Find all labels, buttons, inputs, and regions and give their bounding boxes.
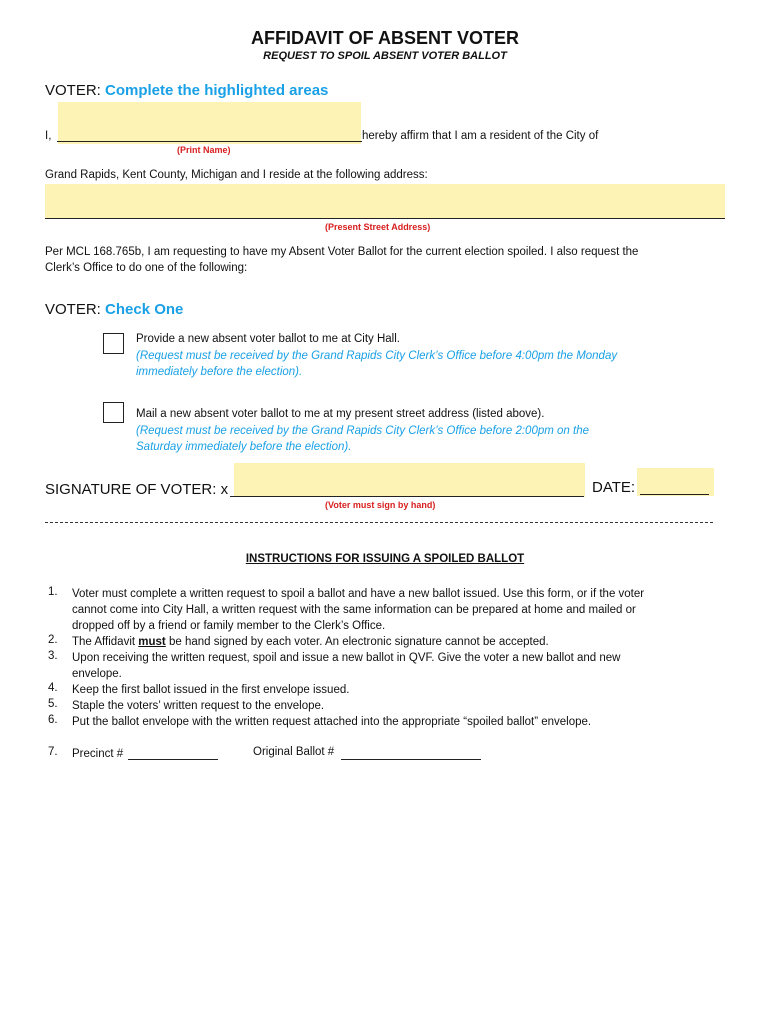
form-subtitle: REQUEST TO SPOIL ABSENT VOTER BALLOT [263, 50, 507, 62]
section-divider [45, 522, 713, 523]
section-voter-check-heading [45, 301, 183, 318]
instruction-2-post: be hand signed by each voter. An electronic signature cannot be accepted. [165, 636, 549, 648]
instructions-title: INSTRUCTIONS FOR ISSUING A SPOILED BALLOT [245, 553, 525, 565]
instruction-number: 4. [48, 682, 58, 694]
option-city-hall-note-line2: immediately before the election). [136, 366, 303, 378]
print-name-label: (Print Name) [177, 145, 231, 155]
signature-note: (Voter must sign by hand) [325, 500, 436, 510]
option-city-hall-note-line1: (Request must be received by the Grand Rapids City Clerk’s Office before 4:00pm the Monday [136, 350, 618, 362]
street-address-label: (Present Street Address) [325, 222, 431, 232]
instruction-3-line1: Upon receiving the written request, spoil and issue a new ballot in QVF. Give the voter a new ballot and new [72, 652, 621, 664]
print-name-underline [57, 129, 362, 142]
instruction-1-line1: Voter must complete a written request to spoil a ballot and have a new ballot issued. Use this form, or if the voter [72, 588, 645, 600]
signature-label: SIGNATURE OF VOTER: x [45, 481, 229, 498]
line1-end: hereby affirm that I am a resident of the City of [362, 130, 599, 142]
form-title: AFFIDAVIT OF ABSENT VOTER [251, 28, 519, 48]
instruction-2-emphasis: must [138, 636, 166, 648]
original-ballot-field[interactable] [341, 747, 481, 760]
instruction-number: 6. [48, 714, 58, 726]
precinct-label: Precinct # [72, 748, 124, 760]
instruction-number: 1. [48, 586, 58, 598]
option-city-hall-text: Provide a new absent voter ballot to me at City Hall. [136, 333, 400, 345]
section-instruction: Complete the highlighted areas [105, 82, 329, 99]
instruction-2 [72, 634, 549, 650]
request-paragraph-line1: Per MCL 168.765b, I am requesting to have my Absent Voter Ballot for the current election spoiled. I also request the [45, 246, 639, 258]
date-label: DATE: [592, 479, 636, 496]
instruction-6: Put the ballot envelope with the written request attached into the appropriate “spoiled ballot” envelope. [72, 716, 592, 728]
residence-line: Grand Rapids, Kent County, Michigan and I reside at the following address: [45, 169, 428, 181]
option-city-hall-checkbox[interactable] [103, 333, 124, 354]
original-ballot-label: Original Ballot # [253, 746, 335, 758]
option-mail-text: Mail a new absent voter ballot to me at my present street address (listed above). [136, 408, 545, 420]
street-address-underline [45, 206, 725, 219]
section-instruction: Check One [105, 301, 184, 318]
instruction-3-line2: envelope. [72, 668, 122, 680]
precinct-field[interactable] [128, 747, 218, 760]
section-prefix: VOTER: [45, 82, 101, 99]
instruction-number: 5. [48, 698, 58, 710]
line1-start: I, [45, 130, 52, 142]
request-paragraph-line2: Clerk’s Office to do one of the following: [45, 262, 248, 274]
option-mail-note-line1: (Request must be received by the Grand Rapids City Clerk’s Office before 2:00pm on the [136, 425, 589, 437]
signature-underline [230, 484, 584, 497]
instruction-4: Keep the first ballot issued in the first envelope issued. [72, 684, 350, 696]
date-underline [640, 482, 709, 495]
instruction-number: 7. [48, 746, 58, 758]
option-mail-checkbox[interactable] [103, 402, 124, 423]
instruction-1-line2: cannot come into City Hall, a written request with the same information can be prepared at home and mailed or [72, 604, 636, 616]
section-prefix: VOTER: [45, 301, 101, 318]
instruction-number: 2. [48, 634, 58, 646]
instruction-2-pre: The Affidavit [72, 636, 139, 648]
option-mail-note-line2: Saturday immediately before the election). [136, 441, 352, 453]
instruction-5: Staple the voters’ written request to the envelope. [72, 700, 325, 712]
instruction-number: 3. [48, 650, 58, 662]
section-voter-complete-heading [45, 82, 328, 99]
instruction-1-line3: dropped off by a friend or family member to the Clerk’s Office. [72, 620, 386, 632]
